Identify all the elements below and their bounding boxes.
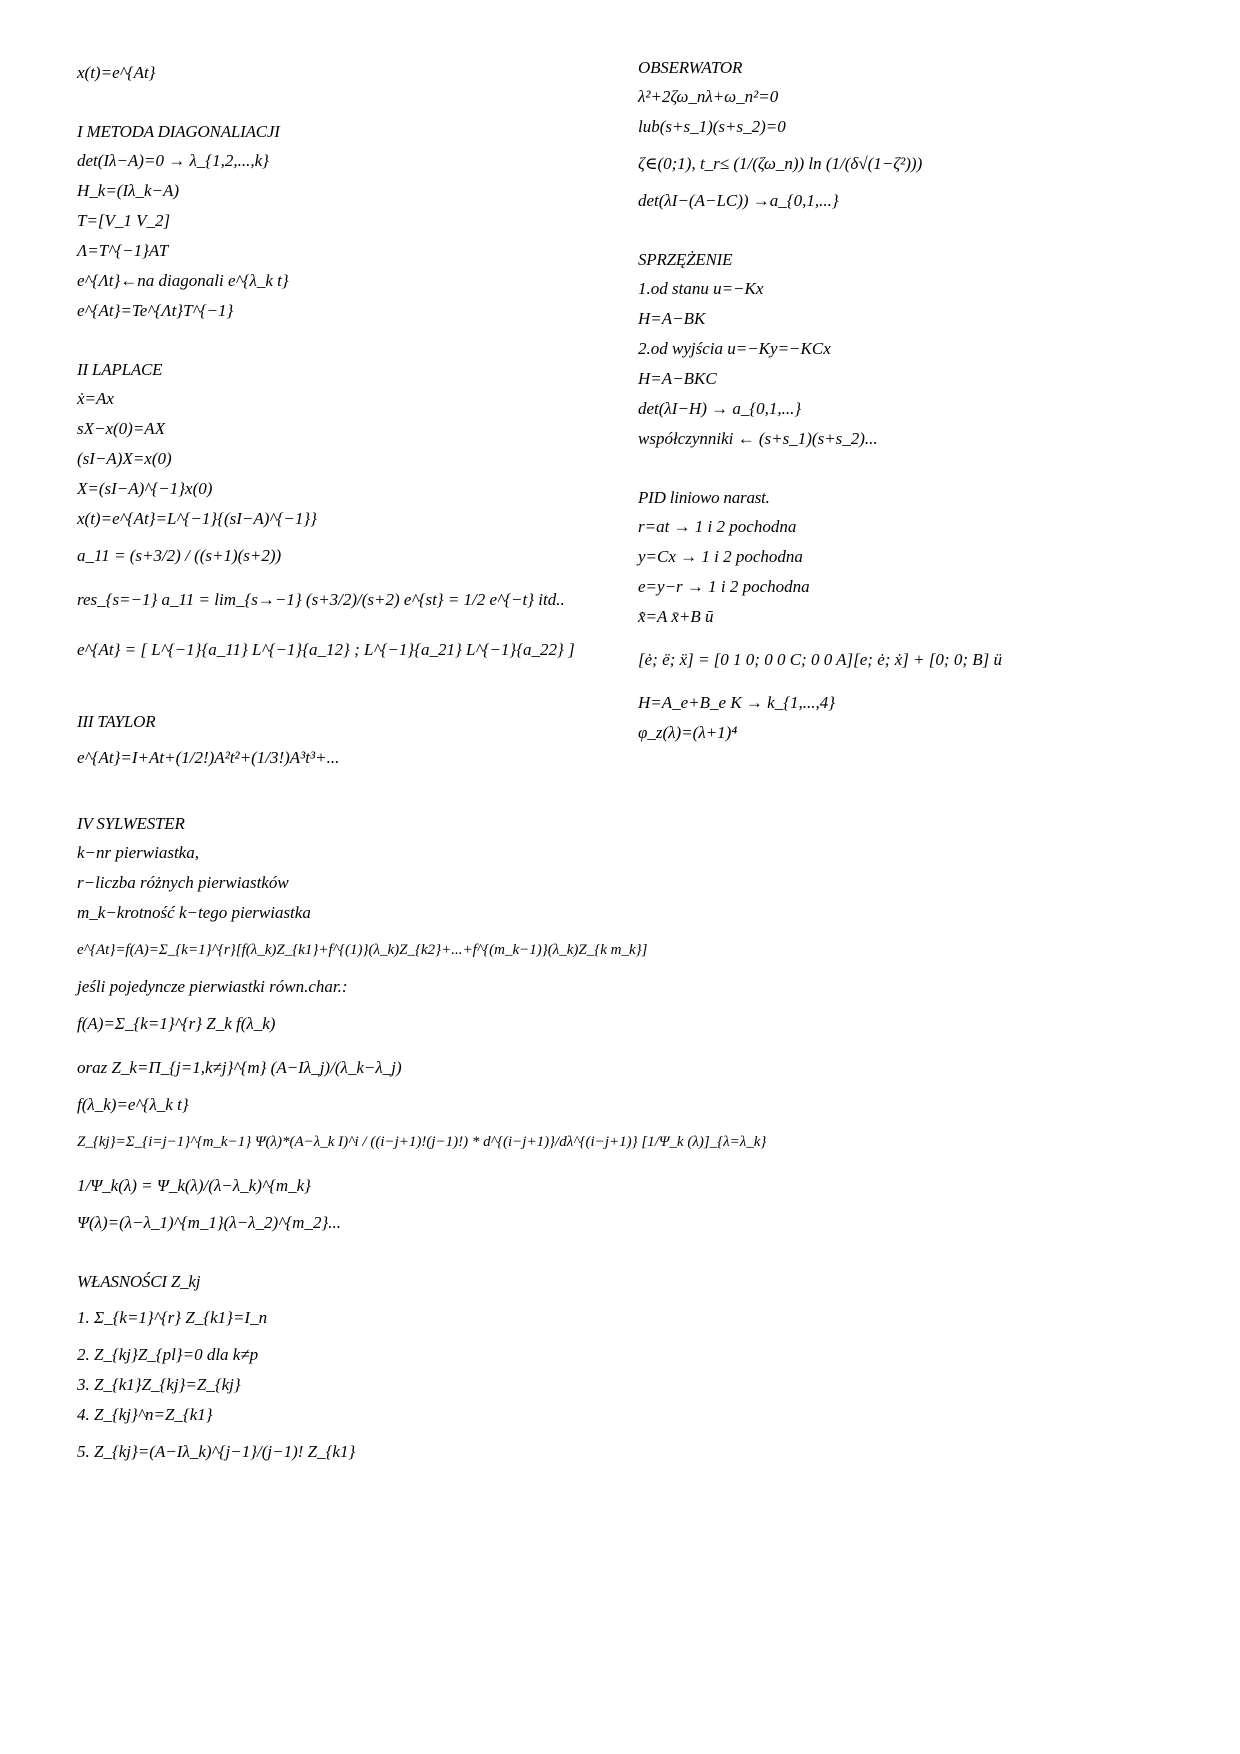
section-heading: IV SYLWESTER xyxy=(77,814,185,833)
section-pid xyxy=(638,488,1198,748)
formula-line: φ_z(λ)=(λ+1)⁴ xyxy=(638,723,738,742)
formula-line: H_k=(Iλ_k−A) xyxy=(77,181,180,200)
formula-line: e^{At}=I+At+(1/2!)A²t²+(1/3!)A³t³+... xyxy=(77,748,340,767)
formula-line: r=at → 1 i 2 pochodna xyxy=(638,517,797,536)
formula-line: λ²+2ζω_nλ+ω_n²=0 xyxy=(638,87,779,106)
formula-line: Λ=T^{−1}AT xyxy=(77,241,169,260)
formula-line: 2. Z_{kj}Z_{pl}=0 dla k≠p xyxy=(77,1345,259,1364)
section-observer xyxy=(638,58,1198,216)
formula-line: det(Iλ−A)=0 → λ_{1,2,...,k} xyxy=(77,151,269,170)
formula-line: det(λI−(A−LC)) →a_{0,1,...} xyxy=(638,191,839,210)
formula-line: k−nr pierwiastka, xyxy=(77,843,199,862)
formula-line: X=(sI−A)^{−1}x(0) xyxy=(77,479,213,498)
formula-line: x(t)=e^{At}=L^{−1}{(sI−A)^{−1}} xyxy=(77,509,317,528)
formula-line: (sI−A)X=x(0) xyxy=(77,449,172,468)
formula-line: x̄̇=A x̄+B ū xyxy=(638,607,714,626)
formula-line: m_k−krotność k−tego pierwiastka xyxy=(77,903,311,922)
section-diagonalization xyxy=(77,122,617,326)
formula-line: oraz Z_k=Π_{j=1,k≠j}^{m} (A−Iλ_j)/(λ_k−λ_j) xyxy=(77,1058,402,1077)
section-sylvester xyxy=(77,814,767,1238)
section-heading: III TAYLOR xyxy=(77,712,156,731)
formula-line: H=A−BKC xyxy=(638,369,717,388)
formula-line: f(A)=Σ_{k=1}^{r} Z_k f(λ_k) xyxy=(77,1014,276,1033)
formula-line: y=Cx → 1 i 2 pochodna xyxy=(638,547,803,566)
formula-line: 1.od stanu u=−Kx xyxy=(638,279,764,298)
formula-line: res_{s=−1} a_11 = lim_{s→−1} (s+3/2)/(s+2) e^{st} = 1/2 e^{−t} itd.. xyxy=(77,590,565,609)
formula-line: sX−x(0)=AX xyxy=(77,419,166,438)
formula-line: 2.od wyjścia u=−Ky=−KCx xyxy=(638,339,831,358)
section-laplace xyxy=(77,360,617,678)
formula-line: a_11 = (s+3/2) / ((s+1)(s+2)) xyxy=(77,546,282,565)
formula-line: e^{At}=Te^{Λt}T^{−1} xyxy=(77,301,234,320)
section-properties xyxy=(77,1272,617,1474)
formula-line: e^{Λt}←na diagonali e^{λ_k t} xyxy=(77,271,289,290)
formula-line: 3. Z_{k1}Z_{kj}=Z_{kj} xyxy=(77,1375,241,1394)
right-column xyxy=(638,58,1198,782)
formula-line: Z_{kj}=Σ_{i=j−1}^{m_k−1} Ψ(λ)*(A−λ_k I)^i / ((i−j+1)!(j−1)!) * d^{(i−j+1)}/dλ^{(i−j+1)} [1/Ψ_k (λ)]_{λ=λ_k} xyxy=(77,1134,767,1150)
formula-line: 1/Ψ_k(λ) = Ψ_k(λ)/(λ−λ_k)^{m_k} xyxy=(77,1176,311,1195)
formula-line: 1. Σ_{k=1}^{r} Z_{k1}=I_n xyxy=(77,1308,268,1327)
section-heading: PID liniowo narast. xyxy=(638,488,770,507)
formula-line: współczynniki ← (s+s_1)(s+s_2)... xyxy=(638,429,878,448)
formula-line: 4. Z_{kj}^n=Z_{k1} xyxy=(77,1405,213,1424)
section-heading: II LAPLACE xyxy=(77,360,163,379)
formula-line: f(λ_k)=e^{λ_k t} xyxy=(77,1095,189,1114)
formula-line: Ψ(λ)=(λ−λ_1)^{m_1}(λ−λ_2)^{m_2}... xyxy=(77,1213,341,1232)
formula-line: e=y−r → 1 i 2 pochodna xyxy=(638,577,810,596)
formula-line: e^{At}=f(A)=Σ_{k=1}^{r}[f(λ_k)Z_{k1}+f^{(1)}(λ_k)Z_{k2}+...+f^{(m_k−1)}(λ_k)Z_{k m_k}] xyxy=(77,942,648,958)
formula-line: T=[V_1 V_2] xyxy=(77,211,171,230)
section-feedback xyxy=(638,250,1198,454)
formula-line: r−liczba różnych pierwiastków xyxy=(77,873,289,892)
formula-line: 5. Z_{kj}=(A−Iλ_k)^{j−1}/(j−1)! Z_{k1} xyxy=(77,1442,356,1461)
formula-line: jeśli pojedyncze pierwiastki równ.char.: xyxy=(77,977,348,996)
section-heading: SPRZĘŻENIE xyxy=(638,250,733,269)
formula-line: ζ∈(0;1), t_r≤ (1/(ζω_n)) ln (1/(δ√(1−ζ²))) xyxy=(638,154,923,173)
section-heading: WŁASNOŚCI Z_kj xyxy=(77,1272,201,1291)
formula-line: e^{At} = [ L^{−1}{a_11} L^{−1}{a_12} ; L^{−1}{a_21} L^{−1}{a_22} ] xyxy=(77,640,575,659)
formula-line: det(λI−H) → a_{0,1,...} xyxy=(638,399,802,418)
formula-line: H=A_e+B_e K → k_{1,...,4} xyxy=(638,693,836,712)
formula-line: [ė; ë; ẍ] = [0 1 0; 0 0 C; 0 0 A][e; ė; ẋ] + [0; 0; B] ü xyxy=(638,650,1002,669)
formula-line: lub(s+s_1)(s+s_2)=0 xyxy=(638,117,786,136)
section-taylor xyxy=(77,712,617,780)
section-heading: OBSERWATOR xyxy=(638,58,743,77)
top-formula-block xyxy=(77,58,617,88)
section-heading: I METODA DIAGONALIACJI xyxy=(77,122,280,141)
formula-line: H=A−BK xyxy=(638,309,706,328)
top-formula: x(t)=e^{At} xyxy=(77,63,156,82)
formula-line: ẋ=Ax xyxy=(77,389,114,408)
